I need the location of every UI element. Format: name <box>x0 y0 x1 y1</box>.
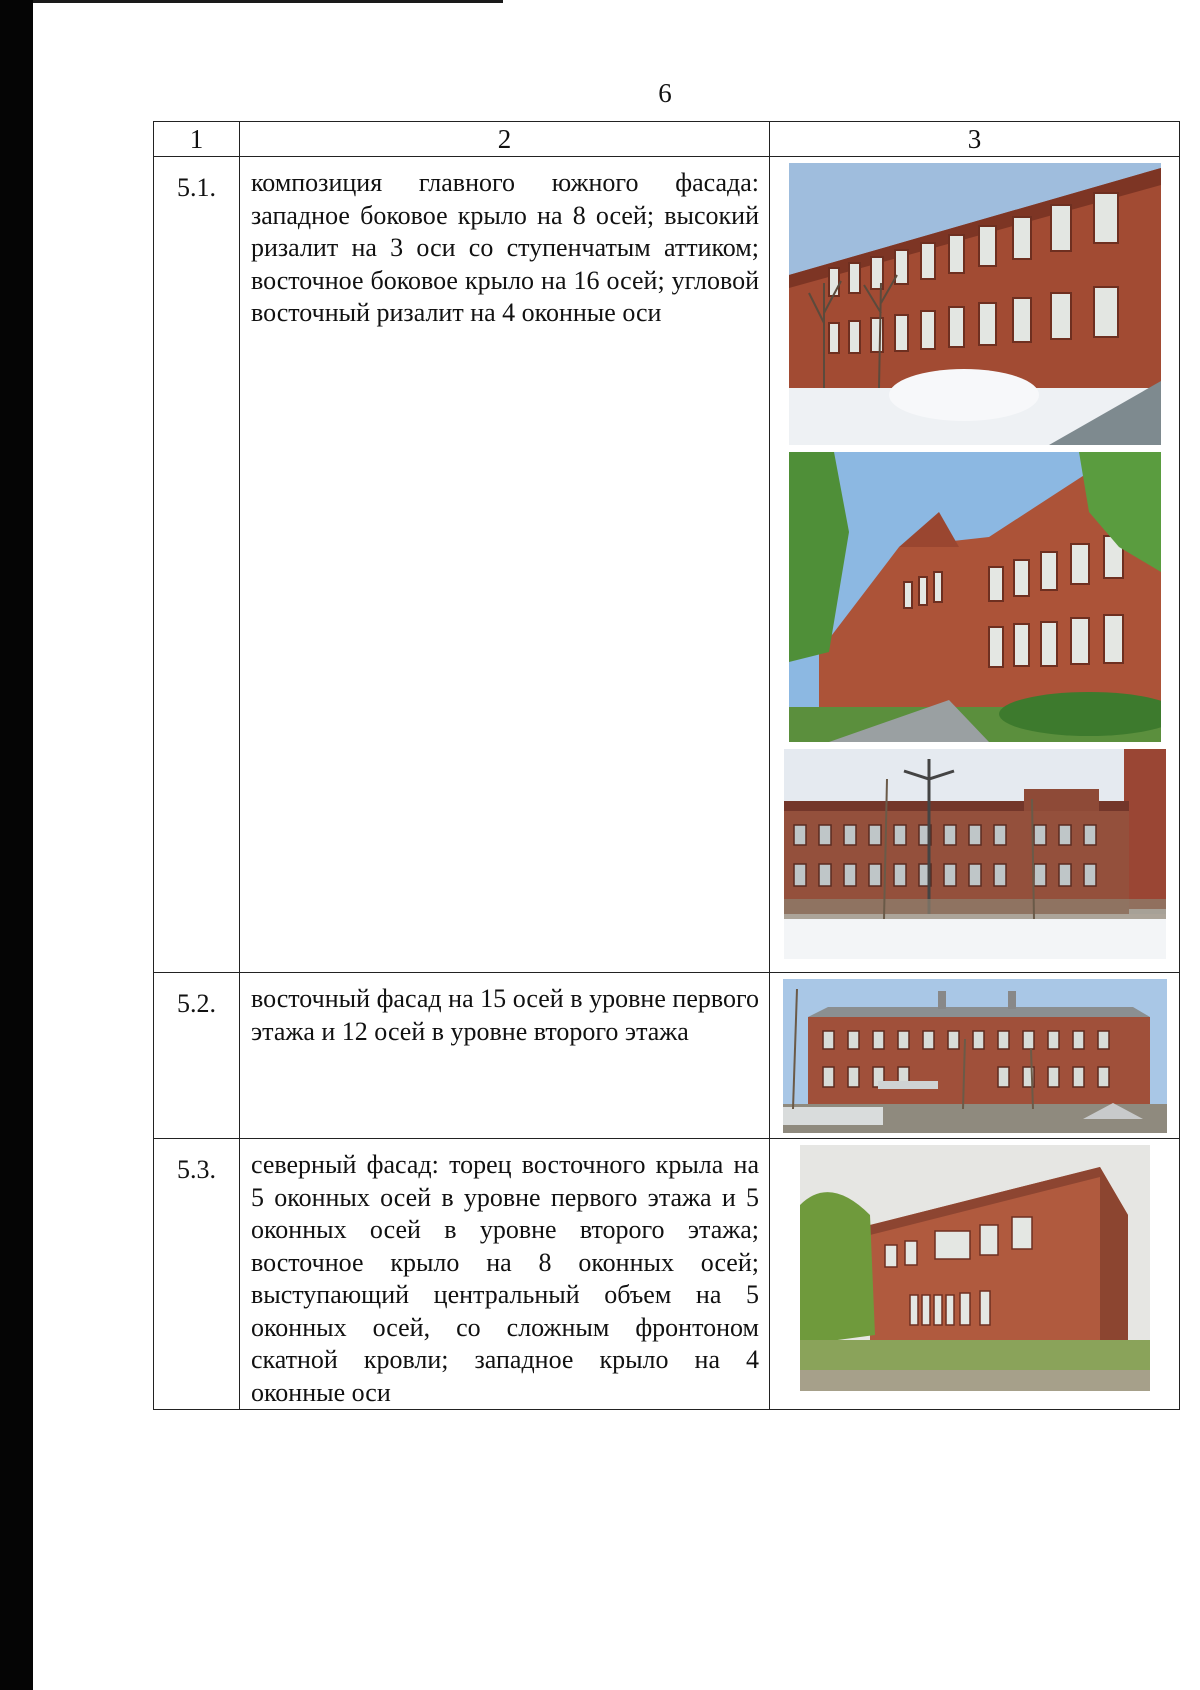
row-number: 5.2. <box>154 973 240 1139</box>
table-row <box>154 973 1180 1139</box>
header-col-2: 2 <box>240 122 770 157</box>
row-description <box>240 1139 770 1410</box>
row-photos <box>770 157 1180 973</box>
description-text: северный фасад: торец восточного крыла на 5 оконных осей в уровне первого этажа и 5 оконных осей в уровне второго этажа; восточное крыло на 8 оконных осей; выступающий центральный объем на 5 оконных осей, со сложным фронтоном скатной кровли; западное крыло на 4 оконные оси <box>251 1150 759 1407</box>
photo-summer-south-facade <box>789 452 1161 742</box>
row-photos <box>770 973 1180 1139</box>
row-description <box>240 973 770 1139</box>
row-photos <box>770 1139 1180 1410</box>
scan-top-line <box>33 0 503 3</box>
photo-spring-facade-with-street-lamp <box>784 749 1166 959</box>
header-col-1: 1 <box>154 122 240 157</box>
photo-north-facade <box>800 1145 1150 1391</box>
table-row <box>154 1139 1180 1410</box>
table-header-row <box>154 122 1180 157</box>
row-number: 5.3. <box>154 1139 240 1410</box>
page-number: 6 <box>658 78 672 108</box>
header-col-3: 3 <box>770 122 1180 157</box>
description-text: композиция главного южного фасада: западное боковое крыло на 8 осей; высокий ризалит на 3 оси со ступенчатым аттиком; восточное боковое крыло на 16 осей; угловой восточный ризалит на 4 оконные оси <box>251 168 759 327</box>
facades-table <box>153 121 1180 1410</box>
description-text: восточный фасад на 15 осей в уровне первого этажа и 12 осей в уровне второго этажа <box>251 984 759 1046</box>
table-row <box>154 157 1180 973</box>
row-number: 5.1. <box>154 157 240 973</box>
scan-dark-edge <box>0 0 33 1690</box>
photo-east-facade <box>783 979 1167 1133</box>
row-description <box>240 157 770 973</box>
photo-winter-south-facade <box>789 163 1161 445</box>
